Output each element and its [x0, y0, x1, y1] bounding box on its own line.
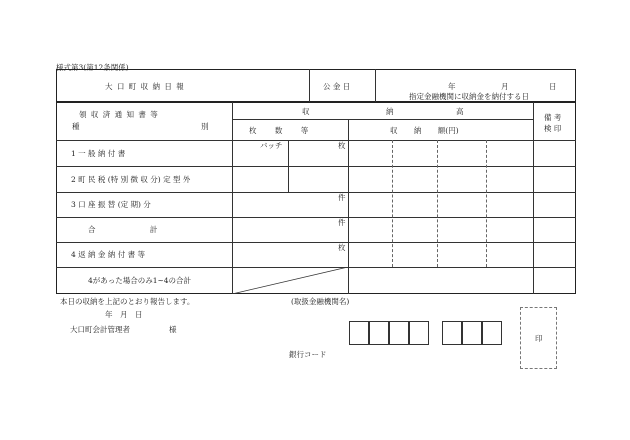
- branch-code-box-3[interactable]: [482, 321, 502, 345]
- year-label: 年: [448, 82, 456, 91]
- unit-mai-1: 枚: [338, 141, 346, 150]
- col-divider-remarks: [533, 102, 534, 294]
- bank-code-box-2[interactable]: [369, 321, 389, 345]
- addressee: 大口町会計管理者: [70, 325, 130, 334]
- type-header-betsu: 別: [201, 122, 209, 131]
- unit-ken-3: 件: [338, 193, 346, 202]
- batch-label: バッチ: [260, 141, 283, 150]
- bank-code-label: 銀行コード: [289, 350, 327, 359]
- rule-row-3: [56, 192, 576, 193]
- row-label-resident-tax: 2 町 民 税 (特 別 徴 収 分) 定 型 外: [71, 175, 191, 184]
- diagonal-slash: [232, 267, 349, 294]
- row-label-grand-total: 4があった場合のみ1~4の合計: [88, 276, 192, 285]
- day-label: 日: [549, 82, 557, 91]
- report-date-line: 年 月 日: [105, 310, 143, 319]
- header-shuu: 収: [302, 107, 310, 116]
- bank-name-label: (取扱金融機関名): [291, 297, 350, 306]
- seal-label: 印: [535, 334, 543, 343]
- remarks-header: 備 考: [544, 113, 562, 122]
- branch-code-box-1[interactable]: [442, 321, 462, 345]
- branch-code-box-2[interactable]: [462, 321, 482, 345]
- count-header: 枚 数 等: [249, 126, 309, 135]
- bank-code-box-3[interactable]: [389, 321, 409, 345]
- rule-row-2: [56, 166, 576, 167]
- main-table: [56, 102, 576, 294]
- row-label-refund: 4 返 納 金 納 付 書 等: [71, 250, 145, 259]
- batch-divider: [288, 140, 289, 192]
- rule-row-5: [56, 242, 576, 243]
- header-divider-2: [375, 69, 376, 102]
- report-statement: 本日の収納を上記のとおり報告します。: [60, 297, 195, 306]
- bank-code-box-4[interactable]: [409, 321, 429, 345]
- col-divider-type: [232, 102, 233, 294]
- type-header-top: 領 収 済 通 知 書 等: [79, 110, 159, 119]
- payment-date-label: 公 金 日: [323, 82, 351, 91]
- month-label: 月: [501, 82, 509, 91]
- bank-code-box-1[interactable]: [349, 321, 369, 345]
- seal-check-header: 検 印: [544, 124, 562, 133]
- header-divider-1: [309, 69, 310, 102]
- row-label-general: 1 一 般 納 付 書: [71, 149, 126, 158]
- digit-sep-2: [437, 140, 438, 267]
- digit-sep-1: [392, 140, 393, 267]
- unit-mai-4: 枚: [338, 243, 346, 252]
- digit-sep-3: [486, 140, 487, 267]
- type-header-shu: 種: [72, 122, 80, 131]
- header-taka: 高: [456, 107, 464, 116]
- header-nou: 納: [386, 107, 394, 116]
- form-number: 様式第3(第12条関係): [56, 63, 129, 72]
- row-label-total: 合 計: [88, 225, 158, 234]
- rule-row-4: [56, 217, 576, 218]
- date-note: 指定金融機関に収納金を納付する日: [409, 92, 529, 101]
- report-title: 大 口 町 収 納 日 報: [105, 82, 185, 91]
- rule-row-1: [56, 140, 576, 141]
- unit-ken-total: 件: [338, 218, 346, 227]
- row-label-account-transfer: 3 口 座 振 替 (定 期) 分: [71, 200, 151, 209]
- rule-subheader: [232, 119, 533, 120]
- amount-header: 収 納 額(円): [390, 126, 459, 135]
- addressee-sama: 様: [169, 325, 177, 334]
